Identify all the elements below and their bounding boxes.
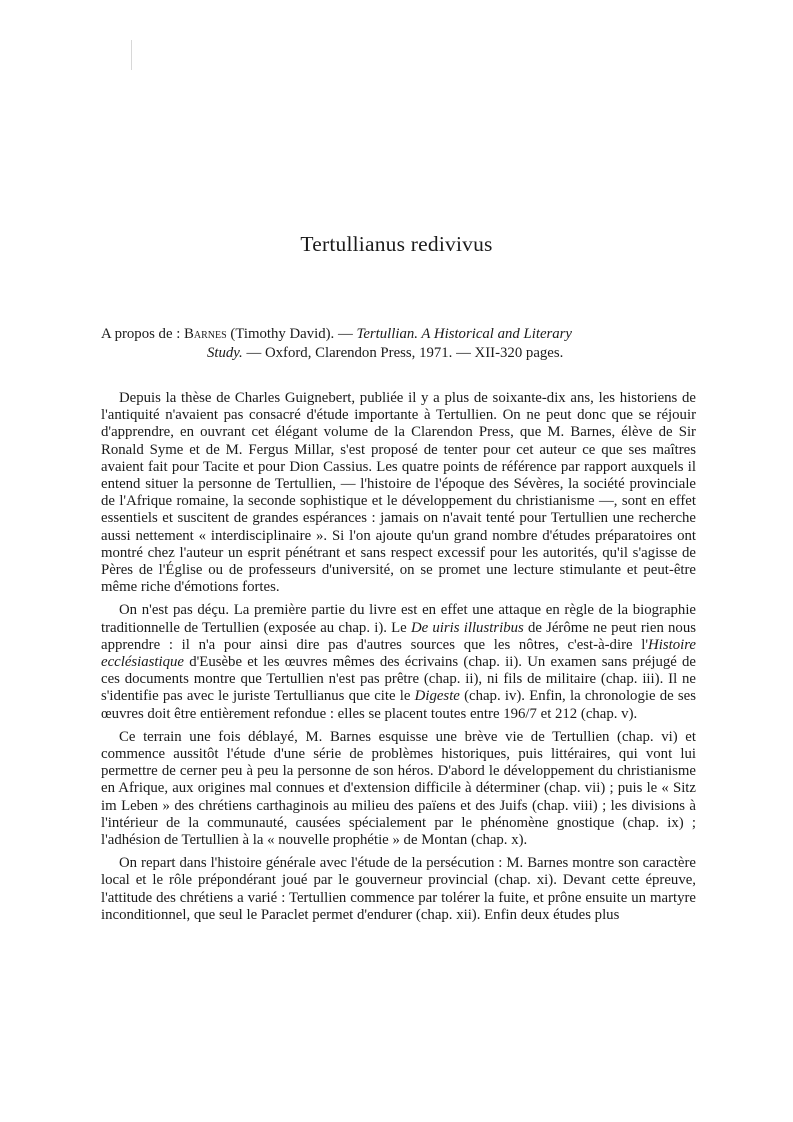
paragraph-2 bbox=[101, 602, 696, 722]
paragraph-2-part-c: d'Eusèbe et les œuvres mêmes des écrivains (chap. ii). Un examen sans préjugé de ces documents montre que Tertullien n'est pas prêtre (chap. ii), ni fils de militaire (chap. iii). Il ne s'identifie pas avec le juriste Tertullianus que cite le bbox=[101, 654, 696, 705]
review-reference-line-2 bbox=[101, 344, 696, 363]
article-title: Tertullianus redivivus bbox=[300, 232, 493, 256]
paragraph-2-italic-3: Digeste bbox=[414, 688, 460, 705]
review-reference bbox=[101, 325, 696, 363]
margin-mark bbox=[131, 40, 132, 70]
article-body bbox=[101, 390, 696, 930]
paragraph-2-part-d: (chap. iv). Enfin, la chronologie de ses œuvres doit être entièrement refondue : elles se placent toutes entre 196/7 et 212 (chap. v). bbox=[101, 688, 696, 722]
review-publication: — Oxford, Clarendon Press, 1971. — XII-320 pages. bbox=[242, 345, 564, 361]
paragraph-4: On repart dans l'histoire générale avec l'étude de la persécution : M. Barnes montre son caractère local et le rôle prépondérant joué par le gouverneur provincial (chap. xi). Devant cette épreuve, l'attitude des chrétiens a varié : Tertullien commence par tolérer la fuite, et prône ensuite un martyre inconditionnel, que seul le Paraclet permet d'endurer (chap. xii). Enfin deux études plus bbox=[101, 855, 696, 923]
review-author-last: Barnes bbox=[184, 326, 227, 342]
review-author-rest: (Timothy David). — bbox=[226, 326, 357, 342]
paragraph-1: Depuis la thèse de Charles Guignebert, publiée il y a plus de soixante-dix ans, les historiens de l'antiquité n'avaient pas consacré d'étude importante à Tertullien. On ne peut donc que se réjouir d'apprendre, en ouvrant cet élégant volume de la Clarendon Press, que M. Barnes, élève de Sir Ronald Syme et de M. Fergus Millar, s'est proposé de tenter pour cet auteur ce que ses maîtres avaient fait pour Tacite et pour Dion Cassius. Les quatre points de référence par rapport auxquels il entend situer la personne de Tertullien, — l'histoire de l'époque des Sévères, la société provinciale de l'Afrique romaine, la seconde sophistique et le développement du christianisme —, sont en effet essentiels et suscitent de grandes espérances : jamais on n'avait tenté pour Tertullien une recherche aussi nettement « interdisciplinaire ». Si l'on ajoute qu'un grand nombre d'études préparatoires ont montré chez l'auteur un esprit pénétrant et sans respect excessif pour les autorités, qu'il s'agisse de Pères de l'Église ou de professeurs d'université, on se promet une lecture stimulante et peut-être même riche d'émotions fortes. bbox=[101, 390, 696, 596]
review-book-title-1: Tertullian. A Historical and Literary bbox=[356, 326, 572, 342]
review-reference-line-1 bbox=[101, 325, 696, 344]
paragraph-2-italic-1: De uiris illustribus bbox=[410, 619, 524, 636]
review-book-title-2: Study. bbox=[207, 345, 243, 361]
paragraph-3: Ce terrain une fois déblayé, M. Barnes esquisse une brève vie de Tertullien (chap. vi) et commence aussitôt l'étude d'une série de problèmes historiques, puis littéraires, qui vont lui permettre de cerner peu à peu la personne de son héros. D'abord le développement du christianisme en Afrique, aux origines mal connues et d'extension difficile à déterminer (chap. vii) ; puis le « Sitz im Leben » des chrétiens carthaginois au milieu des païens et des Juifs (chap. viii) ; les divisions à l'intérieur de la communauté, causées spécialement par le phénomène gnostique (chap. ix) ; l'adhésion de Tertullien à la « nouvelle prophétie » de Montan (chap. x). bbox=[101, 728, 696, 849]
paragraph-2-part-a: On n'est pas déçu. La première partie du livre est en effet une attaque en règle de la biographie traditionnelle de Tertullien (exposée au chap. i). Le bbox=[101, 602, 696, 636]
paragraph-2-italic-2: Histoire ecclésiastique bbox=[101, 636, 696, 671]
paragraph-2-part-b: de Jérôme ne peut rien nous apprendre : il n'a pour ainsi dire pas d'autres sources que les nôtres, c'est-à-dire l' bbox=[101, 619, 696, 653]
review-prefix: A propos de : bbox=[101, 326, 185, 342]
